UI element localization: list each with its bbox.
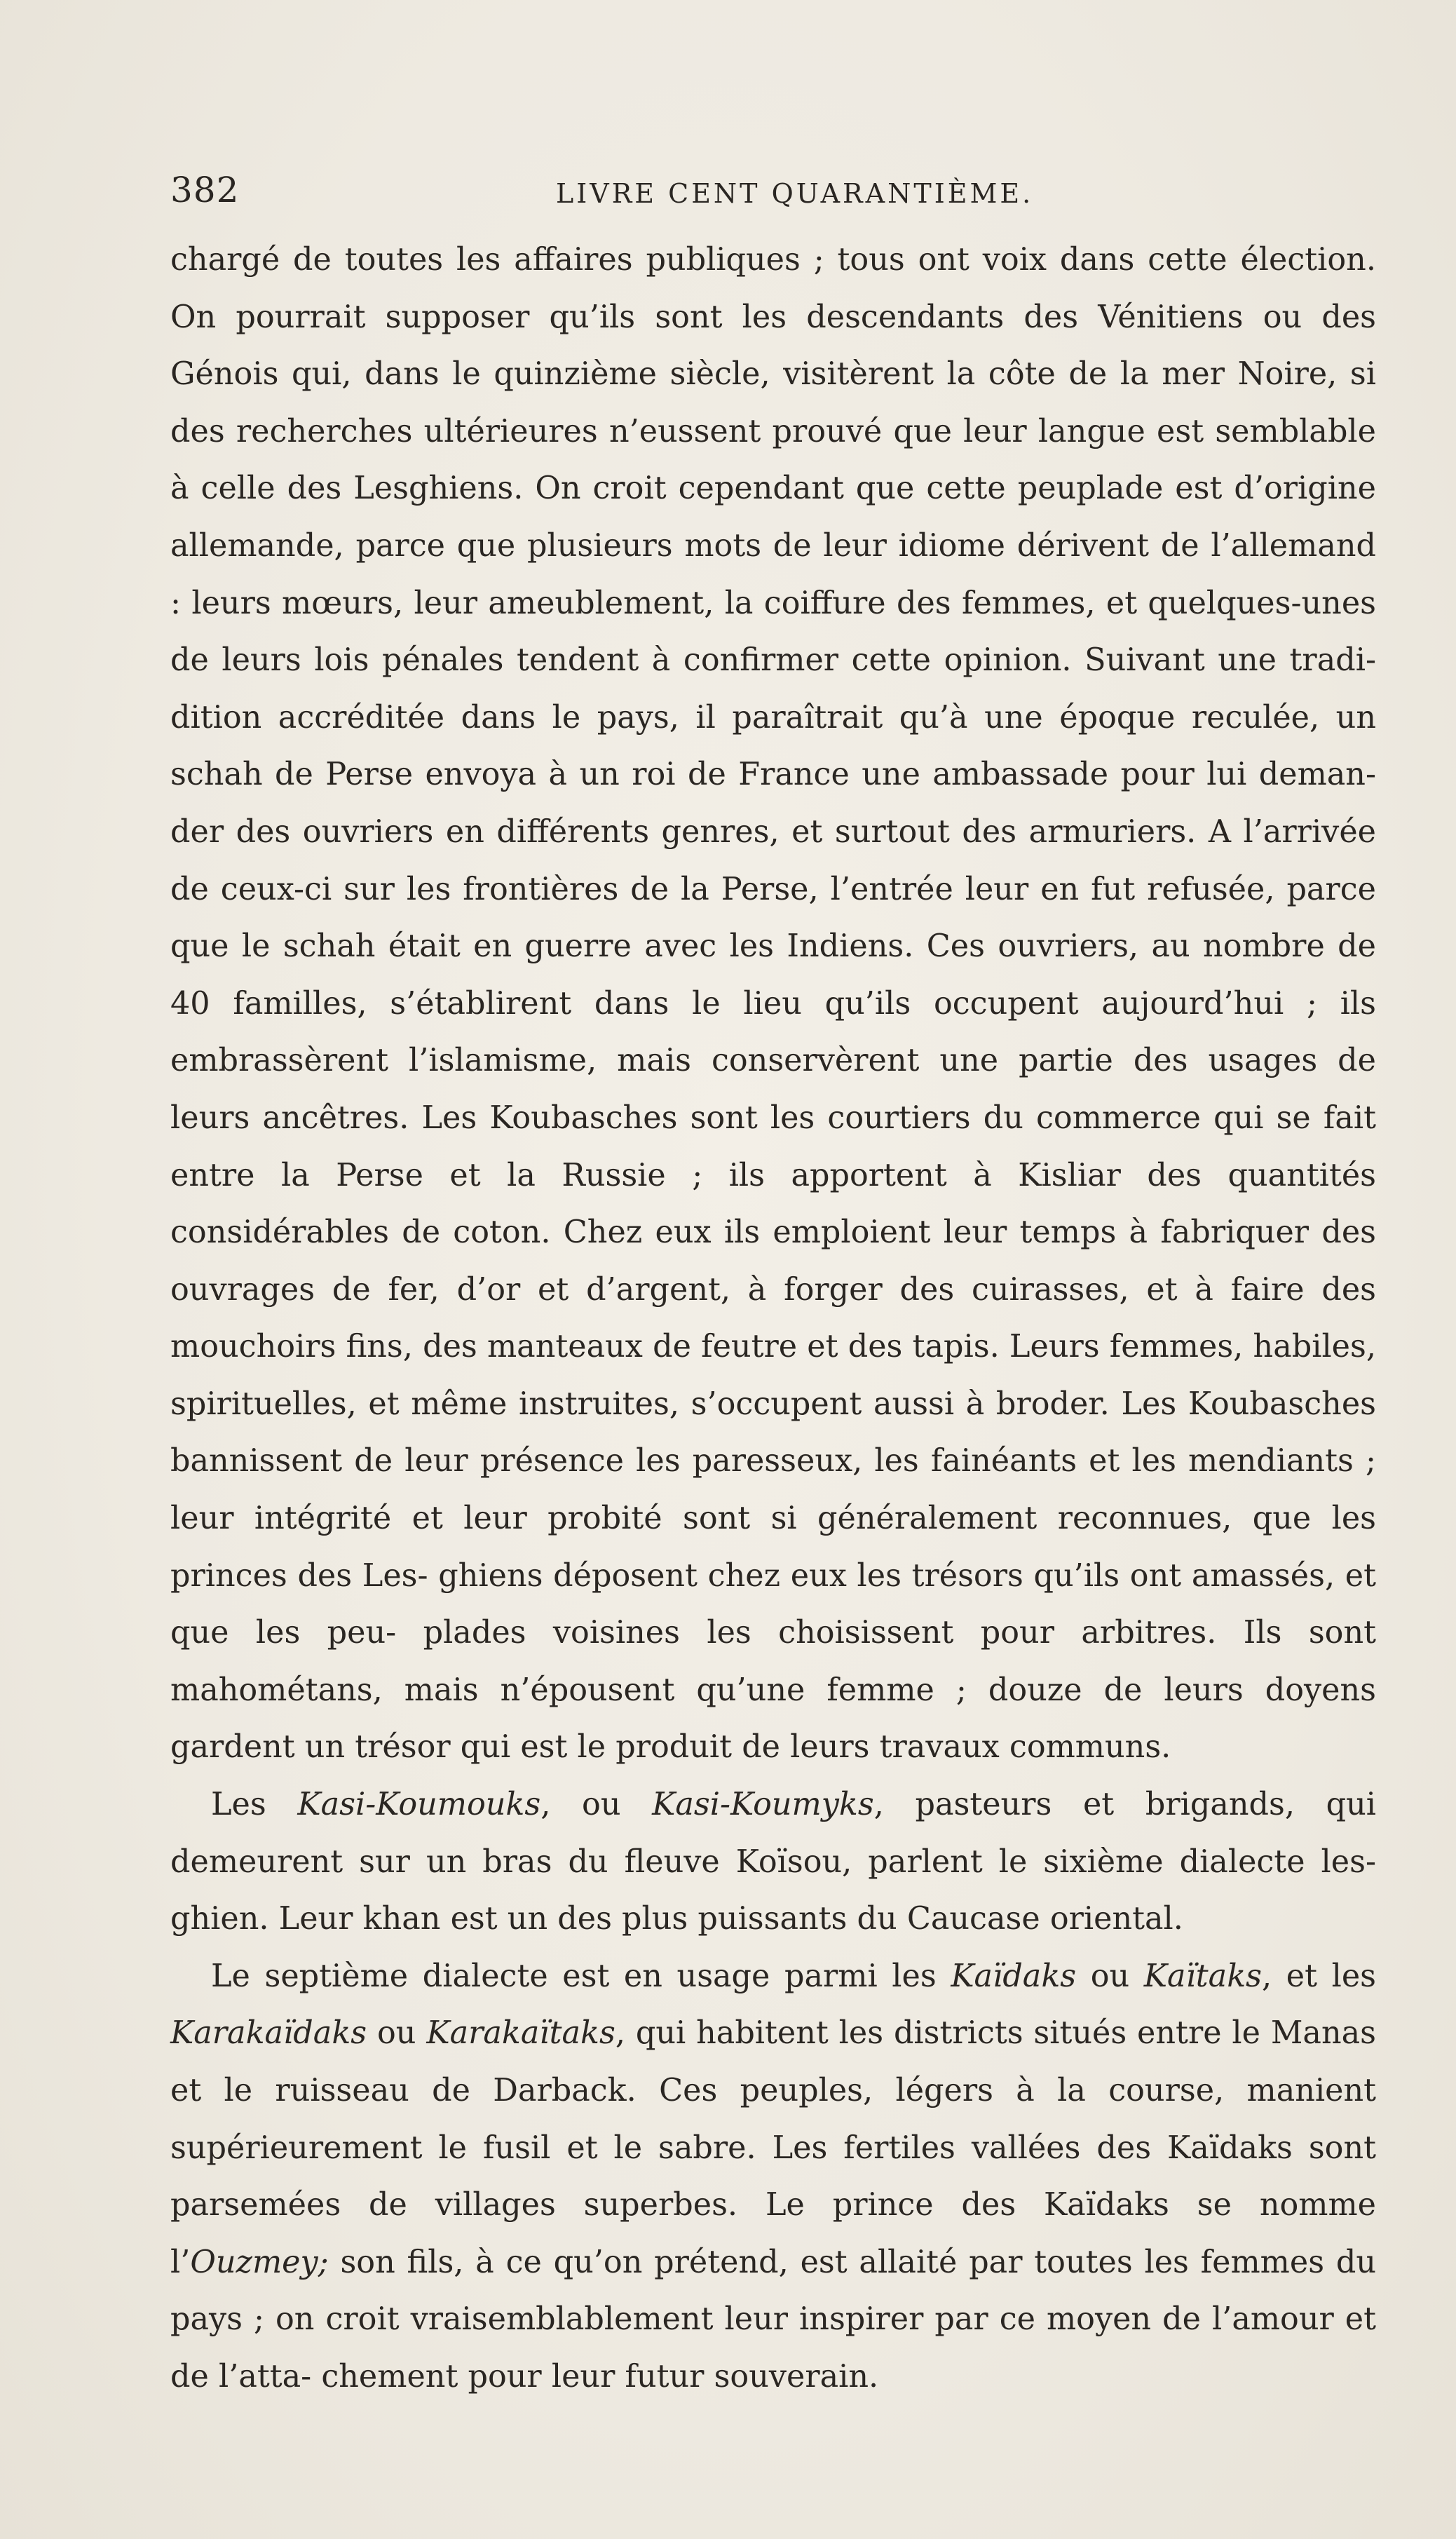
paragraph-3-text-k: son fils, à ce qu’on prétend, est allaité par toutes les femmes du pays ; on croit vraisemblablement leur inspirer par ce moyen de l’amour et de l’atta- chement pour leur futur souverain. <box>170 2244 1376 2395</box>
paragraph-3 <box>170 1948 1376 2406</box>
running-head: LIVRE CENT QUARANTIÈME. <box>556 178 1034 209</box>
term-kaidaks: Kaïdaks <box>951 1958 1077 1994</box>
term-karakaidaks: Karakaïdaks <box>170 2015 367 2052</box>
term-kaitaks: Kaïtaks <box>1143 1958 1263 1994</box>
term-kasi-koumouks: Kasi-Koumouks <box>297 1787 541 1823</box>
paragraph-3-text-i: , qui habitent les districts situés entre le Manas et le ruisseau de Darback. Ces peuples, légers à la course, manient supérieurement le fusil et le sabre. Les fertiles vallées des Kaïdaks sont parsemées de villages superbes. Le prince des Kaïdaks se nomme l’ <box>170 2015 1376 2280</box>
term-karakaitaks: Karakaïtaks <box>426 2015 615 2052</box>
paragraph-1: chargé de toutes les affaires publiques ; tous ont voix dans cette élection. On pourrait supposer qu’ils sont les descendants des Vénitiens ou des Génois qui, dans le quinzième siècle, visitèrent la côte de la mer Noire, si des recherches ultérieures n’eussent prouvé que leur langue est semblable à celle des Lesghiens. On croit cependant que cette peuplade est d’origine allemande, parce que plusieurs mots de leur idiome dérivent de l’allemand : leurs mœurs, leur ameublement, la coiffure des femmes, et quelques-unes de leurs lois pénales tendent à confirmer cette opinion. Suivant une tradi- dition accréditée dans le pays, il paraîtrait qu’à une époque reculée, un schah de Perse envoya à un roi de France une ambassade pour lui deman- der des ouvriers en différents genres, et surtout des armuriers. A l’arrivée de ceux-ci sur les frontières de la Perse, l’entrée leur en fut refusée, parce que le schah était en guerre avec les Indiens. Ces ouvriers, au nombre de 40 familles, s’établirent dans le lieu qu’ils occupent aujourd’hui ; ils embrassèrent l’islamisme, mais conservèrent une partie des usages de leurs ancêtres. Les Koubasches sont les courtiers du commerce qui se fait entre la Perse et la Russie ; ils apportent à Kisliar des quantités considérables de coton. Chez eux ils emploient leur temps à fabriquer des ouvrages de fer, d’or et d’argent, à forger des cuirasses, et à faire des mouchoirs fins, des manteaux de feutre et des tapis. Leurs femmes, habiles, spirituelles, et même instruites, s’occupent aussi à broder. Les Koubasches bannissent de leur présence les paresseux, les fainéants et les mendiants ; leur intégrité et leur probité sont si généralement reconnues, que les princes des Les- ghiens déposent chez eux les trésors qu’ils ont amassés, et que les peu- plades voisines les choisissent pour arbitres. Ils sont mahométans, mais n’épousent qu’une femme ; douze de leurs doyens gardent un trésor qui est le produit de leurs travaux communs. <box>170 242 1376 1766</box>
paragraph-3-text-g: ou <box>367 2015 427 2052</box>
paragraph-2-text-a: Les <box>211 1787 298 1823</box>
paragraph-3-text-e: , et les <box>1262 1958 1376 1994</box>
paragraph-2-text-c: , ou <box>540 1787 653 1823</box>
paragraph-3-text-c: ou <box>1076 1958 1144 1994</box>
term-kasi-koumyks: Kasi-Koumyks <box>652 1787 874 1823</box>
paragraph-2 <box>170 1776 1376 1948</box>
page-number: 382 <box>170 170 240 210</box>
paragraph-3-text-a: Le septième dialecte est en usage parmi les <box>211 1958 951 1994</box>
paragraph-2-text-e: , pasteurs et brigands, qui demeurent sur un bras du fleuve Koïsou, parlent le sixième dialecte les- ghien. Leur khan est un des plus puissants du Caucase oriental. <box>170 1787 1377 1937</box>
page-header <box>170 165 1376 222</box>
body-text <box>170 231 1376 2406</box>
term-ouzmey: Ouzmey; <box>190 2244 329 2280</box>
